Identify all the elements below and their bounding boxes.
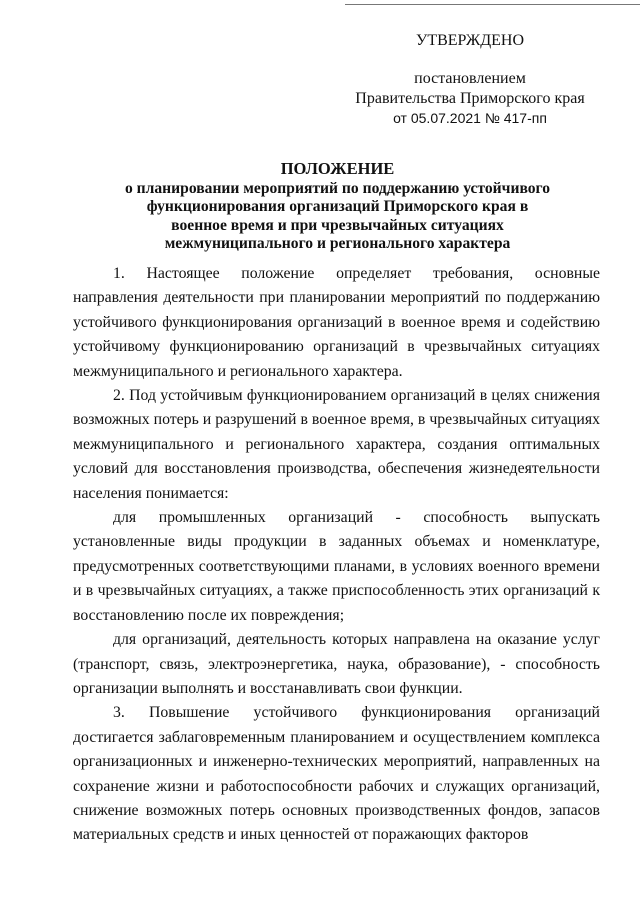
approval-line-1: постановлением xyxy=(414,70,526,87)
paragraph: 2. Под устойчивым функционированием организаций в целях снижения возможных потерь и разрушений в военное время, в чрезвычайных ситуациях межмуниципального и регионального характера, создания оптимальных условий для восстановления производства, обеспечения жизнедеятельности населения понимается: xyxy=(73,387,600,502)
title-line: о планировании мероприятий по поддержанию устойчивого xyxy=(124,180,551,198)
title-line: военное время и при чрезвычайных ситуациях xyxy=(171,216,504,234)
paragraph: для организаций, деятельность которых направлена на оказание услуг (транспорт, связь, электроэнергетика, наука, образование), - способность организации выполнять и восстанавливать свои функции. xyxy=(73,631,600,697)
title-line: функционирования организаций Приморского края в xyxy=(146,198,529,216)
approval-line-3: от 05.07.2021 № 417-пп xyxy=(393,110,547,126)
document-body xyxy=(73,262,600,848)
paragraph: для промышленных организаций - способность выпускать установленные виды продукции в заданных объемах и номенклатуре, предусмотренных соответствующими планами, в условиях военного времени и в чрезвычайных ситуациях, а также приспособленность этих организаций к восстановлению после их повреждения; xyxy=(73,509,600,624)
paragraph: 3. Повышение устойчивого функционирования организаций достигается заблаговременным планированием и осуществлением комплекса организационных и инженерно-технических мероприятий, направленных на сохранение жизни и работоспособности рабочих и служащих организаций, снижение возможных потерь основных производственных фондов, запасов материальных средств и иных ценностей от поражающих факторов xyxy=(73,704,600,844)
title-heading: ПОЛОЖЕНИЕ xyxy=(280,159,395,178)
approval-stamp xyxy=(350,32,590,130)
title-line: межмуниципального и регионального характера xyxy=(164,234,511,252)
paragraph: 1. Настоящее положение определяет требования, основные направления деятельности при планировании мероприятий по поддержанию устойчивого функционирования организаций в военное время и содействию устойчивому функционированию организаций в чрезвычайных ситуациях межмуниципального и регионального характера. xyxy=(73,265,600,380)
document-title xyxy=(60,160,615,253)
top-rule xyxy=(345,4,640,5)
approval-heading: УТВЕРЖДЕНО xyxy=(415,32,524,49)
approval-line-2: Правительства Приморского края xyxy=(355,90,585,107)
